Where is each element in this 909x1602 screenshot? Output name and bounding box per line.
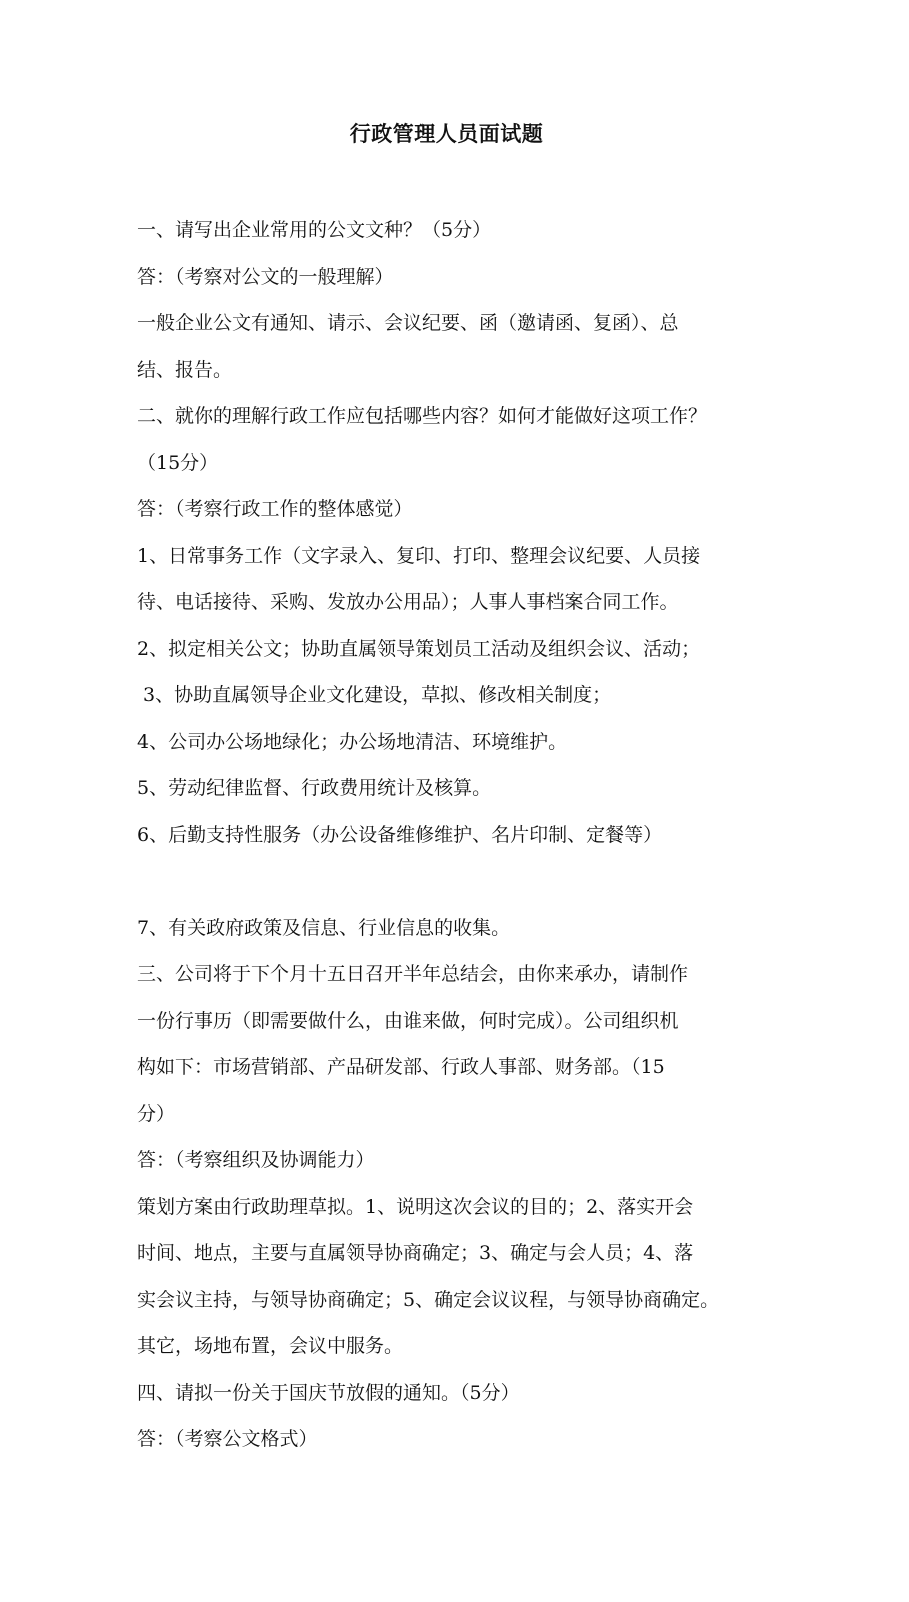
blank-line: [137, 858, 777, 905]
answer-2-item-4: 4、公司办公场地绿化；办公场地清洁、环境维护。: [137, 730, 568, 753]
answer-2-item-6: 6、后勤支持性服务（办公设备维修维护、名片印制、定餐等）: [137, 823, 663, 846]
answer-2-item-1: 1、日常事务工作（文字录入、复印、打印、整理会议纪要、人员接: [137, 544, 701, 567]
answer-3-text-3: 实会议主持，与领导协商确定；5、确定会议议程，与领导协商确定。: [137, 1288, 720, 1311]
answer-3-text-2: 时间、地点，主要与直属领导协商确定；3、确定与会人员；4、落: [137, 1242, 694, 1264]
question-2-score: （15分）: [137, 451, 219, 474]
answer-3-note: 答：（考察组织及协调能力）: [137, 1149, 375, 1171]
answer-3-text-4: 其它，场地布置，会议中服务。: [137, 1335, 404, 1357]
answer-2-item-1-cont: 待、电话接待、采购、发放办公用品）；人事人事档案合同工作。: [137, 591, 679, 613]
answer-2-item-2: 2、拟定相关公文；协助直属领导策划员工活动及组织会议、活动；: [137, 637, 701, 660]
answer-1-text: 一般企业公文有通知、请示、会议纪要、函（邀请函、复函）、总: [137, 312, 679, 334]
question-2: 二、就你的理解行政工作应包括哪些内容？如何才能做好这项工作？: [137, 405, 708, 427]
document-body: [137, 207, 777, 1463]
answer-1-text-cont: 结、报告。: [137, 358, 233, 381]
question-4: 四、请拟一份关于国庆节放假的通知。（5分）: [137, 1381, 520, 1404]
question-3: 三、公司将于下个月十五日召开半年总结会，由你来承办，请制作: [137, 963, 689, 985]
answer-2-note: 答：（考察行政工作的整体感觉）: [137, 498, 413, 520]
answer-3-text-1: 策划方案由行政助理草拟。1、说明这次会议的目的；2、落实开会: [137, 1195, 694, 1218]
answer-2-item-7: 7、有关政府政策及信息、行业信息的收集。: [137, 916, 511, 939]
answer-2-item-3: 3、协助直属领导企业文化建设，草拟、修改相关制度；: [143, 684, 612, 706]
question-3-cont-2: 构如下：市场营销部、产品研发部、行政人事部、财务部。（15: [137, 1056, 665, 1078]
question-1: 一、请写出企业常用的公文文种？（5分）: [137, 219, 492, 241]
document-title: 行政管理人员面试题: [349, 122, 544, 146]
question-3-score: 分）: [137, 1102, 176, 1125]
answer-1-note: 答：（考察对公文的一般理解）: [137, 265, 394, 288]
question-3-cont-1: 一份行事历（即需要做什么，由谁来做，何时完成）。公司组织机: [137, 1009, 679, 1032]
answer-2-item-5: 5、劳动纪律监督、行政费用统计及核算。: [137, 777, 492, 799]
answer-4-note: 答：（考察公文格式）: [137, 1428, 318, 1450]
